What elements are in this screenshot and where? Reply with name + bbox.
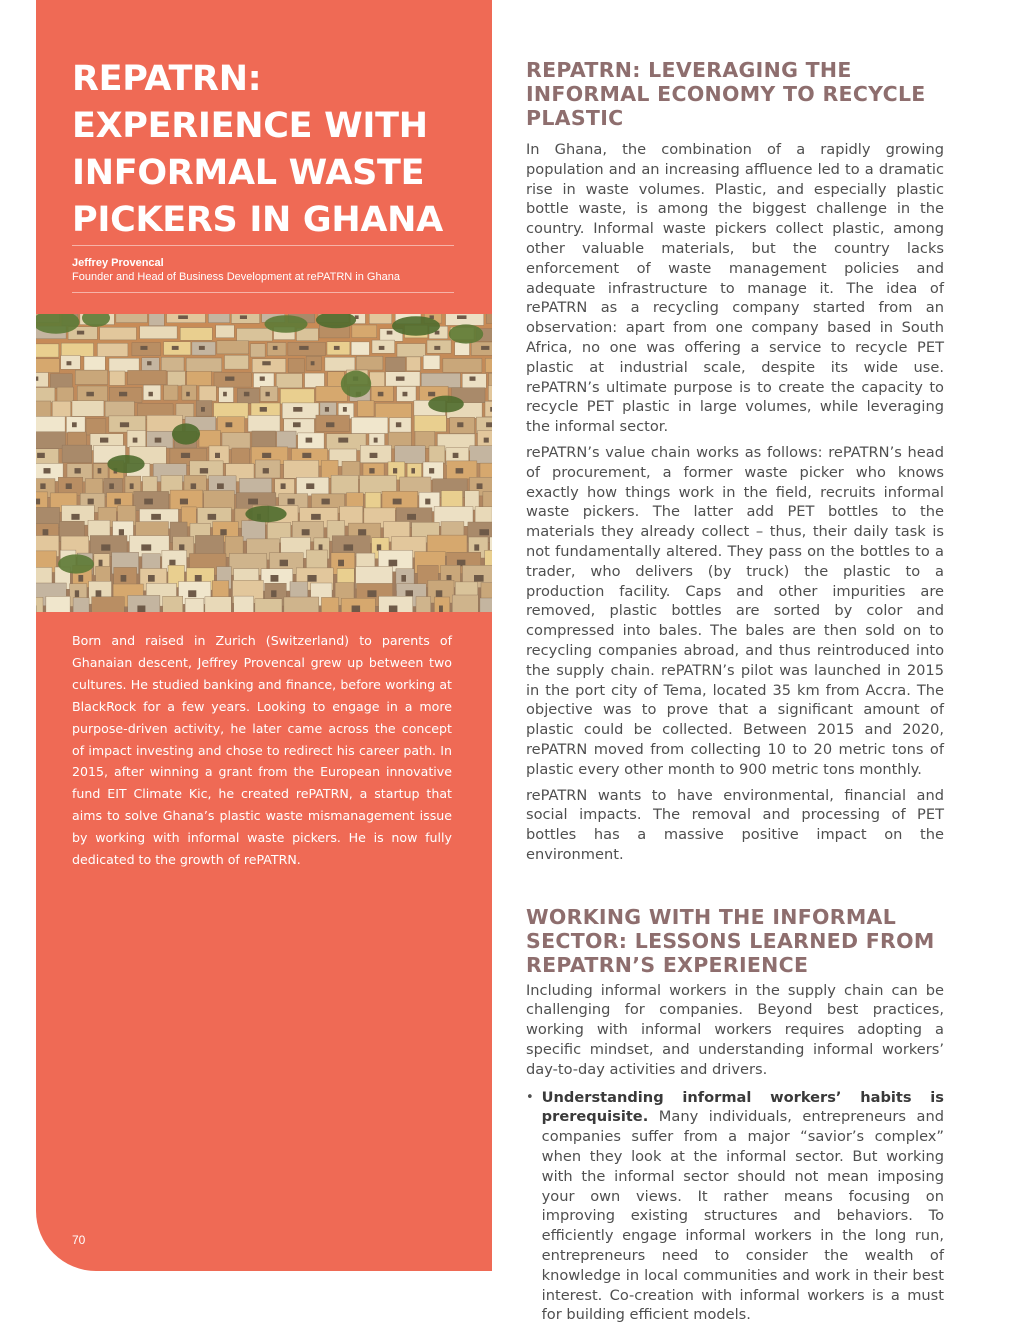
city-rooftops-photo bbox=[36, 314, 492, 612]
bullet-text bbox=[542, 1088, 944, 1325]
main-column bbox=[526, 58, 944, 1325]
bullet-item bbox=[526, 1088, 944, 1325]
author-divider bbox=[72, 292, 454, 293]
paragraph-ghana-context: In Ghana, the combination of a rapidly growing population and an increasing affluence led to a dramatic rise in waste volumes. Plastic, and especially plastic bottle waste, is among the biggest challenge in the country. Informal waste pickers collect plastic, among other valuable materials, but the country lacks enforcement of waste management policies and adequate infrastructure to manage it. The idea of rePATRN as a recycling company started from an observation: apart from one company based in South Africa, no one was offering a service to recycle PET plastic at industrial scale, despite its wide use. rePATRN’s ultimate purpose is to create the capacity to recycle PET plastic in large volumes, while leveraging the informal sector. bbox=[526, 140, 944, 437]
paragraph-value-chain: rePATRN’s value chain works as follows: rePATRN’s head of procurement, a former waste picker who knows exactly how things work in the field, recruits informal waste pickers. The latter add PET bottles to the materials they already collect – thus, their daily task is not fundamentally altered. They pass on the bottles to a trader, who delivers (by truck) the plastic to a production facility. Caps and other impurities are removed, plastic bottles are sorted by color and compressed into bales. The bales are then sold on to recycling companies abroad, and thus reintroduced into the supply chain. rePATRN’s pilot was launched in 2015 in the port city of Tema, located 35 km from Accra. The objective was to prove that a significant amount of plastic could be collected. Between 2015 and 2020, rePATRN moved from collecting 10 to 20 metric tons of plastic every other month to 900 metric tons monthly. bbox=[526, 443, 944, 780]
article-title: REPATRN: EXPERIENCE WITH INFORMAL WASTE PICKERS IN GHANA bbox=[72, 56, 472, 244]
author-role: Founder and Head of Business Development at rePATRN in Ghana bbox=[72, 271, 400, 283]
bullet-lead: Understanding informal workers’ habits is prerequisite. bbox=[542, 1089, 944, 1126]
author-bio: Born and raised in Zurich (Switzerland) to parents of Ghanaian descent, Jeffrey Provencal grew up between two cultures. He studied banking and finance, before working at BlackRock for a few years. Looking to engage in a more purpose-driven activity, he later came across the concept of impact investing and chose to redirect his career path. In 2015, after winning a grant from the European innovative fund EIT Climate Kic, he created rePATRN, a startup that aims to solve Ghana’s plastic waste mismanagement issue by working with informal waste pickers. He is now fully dedicated to the growth of rePATRN. bbox=[72, 630, 452, 871]
author-name: Jeffrey Provencal bbox=[72, 257, 164, 269]
page-number: 70 bbox=[72, 1233, 85, 1247]
paragraph-impacts: rePATRN wants to have environmental, financial and social impacts. The removal and processing of PET bottles has a massive positive impact on the environment. bbox=[526, 786, 944, 865]
paragraph-informal-intro: Including informal workers in the supply chain can be challenging for companies. Beyond best practices, working with informal workers requires adopting a specific mindset, and understanding informal workers’ day-to-day activities and drivers. bbox=[526, 981, 944, 1080]
left-panel bbox=[36, 0, 492, 1271]
bullet-icon: • bbox=[526, 1088, 534, 1325]
section-heading-repatrn: REPATRN: LEVERAGING THE INFORMAL ECONOMY TO RECYCLE PLASTIC bbox=[526, 58, 944, 130]
bullet-body: Many individuals, entrepreneurs and companies suffer from a major “savior’s complex” when they look at the informal sector. But working with the informal sector should not mean imposing your own views. It rather means focusing on improving existing structures and behaviors. To efficiently engage informal workers in the long run, entrepreneurs need to consider the wealth of knowledge in local communities and work in their best interest. Co-creation with informal workers is a must for building efficient models. bbox=[542, 1108, 944, 1323]
section-heading-informal-sector: WORKING WITH THE INFORMAL SECTOR: LESSONS LEARNED FROM REPATRN’S EXPERIENCE bbox=[526, 905, 944, 977]
title-divider bbox=[72, 245, 454, 246]
